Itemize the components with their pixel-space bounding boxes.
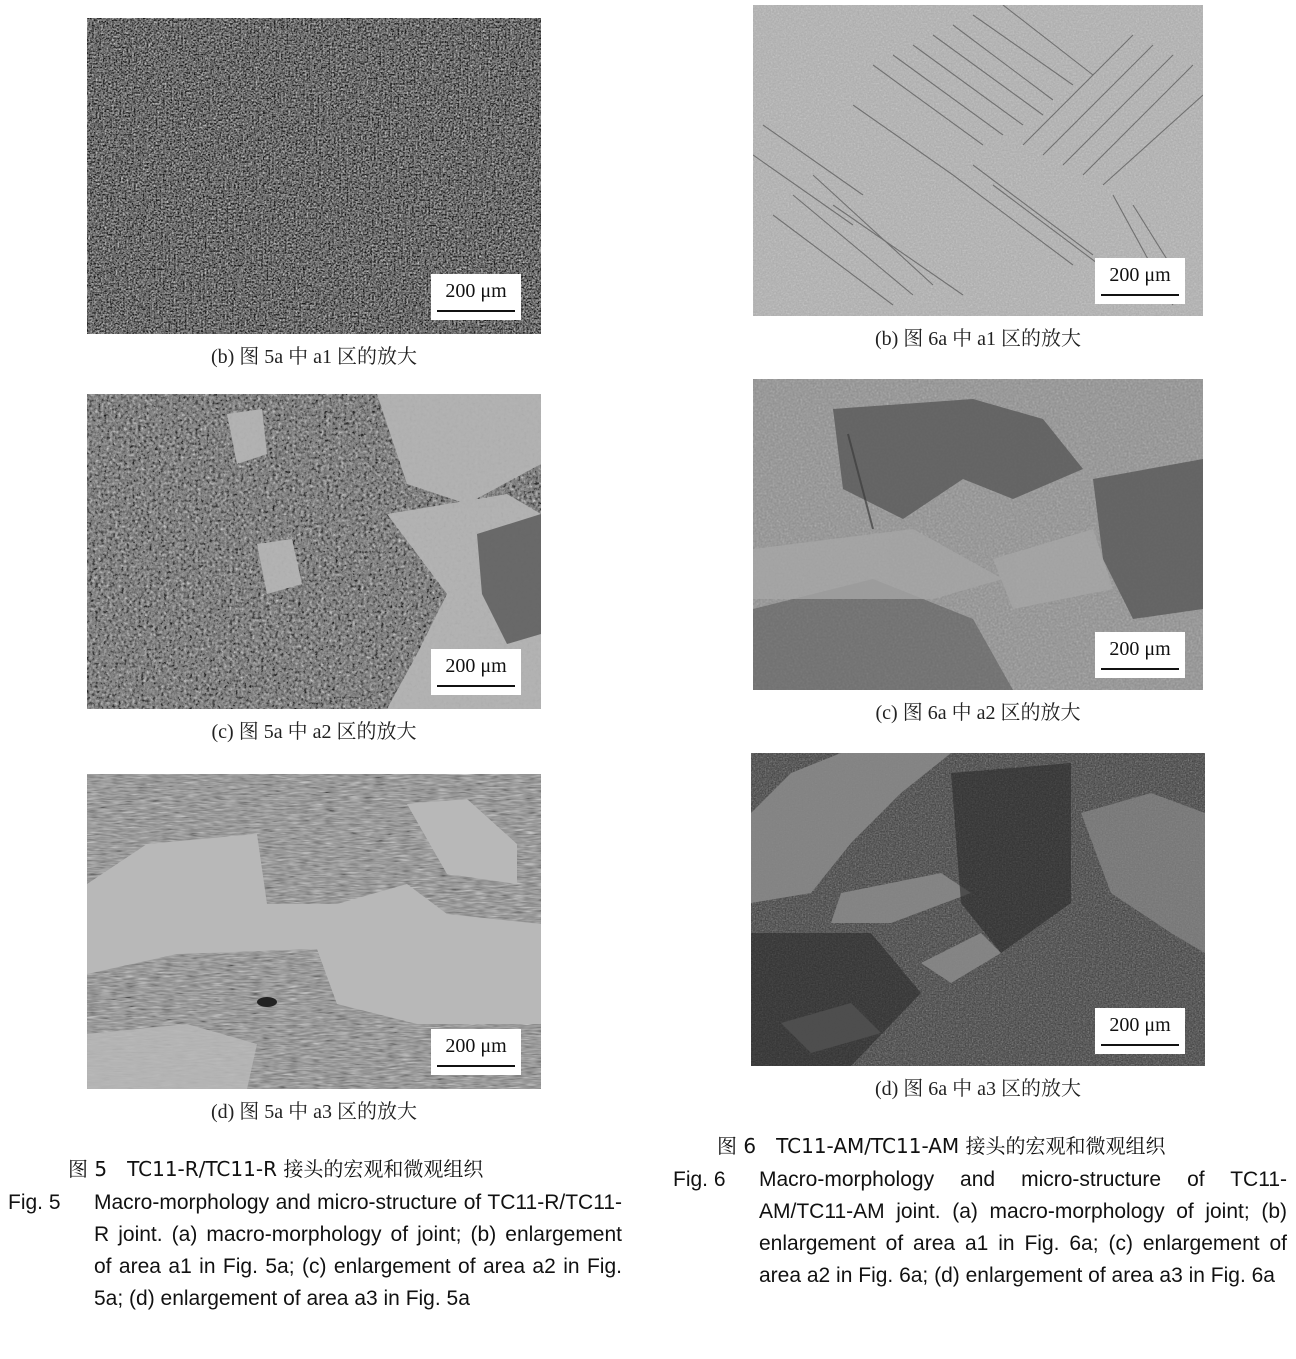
scale-bar bbox=[1095, 632, 1185, 678]
scale-bar-label: 200 μm bbox=[1109, 638, 1171, 660]
figure-title-6: 图 6 TC11-AM/TC11-AM 接头的宏观和微观组织 bbox=[717, 1134, 1166, 1158]
figure-caption-6 bbox=[673, 1164, 1287, 1334]
scale-bar bbox=[431, 649, 521, 695]
scale-bar-line bbox=[1101, 668, 1179, 670]
scale-bar bbox=[431, 1029, 521, 1075]
subfigure-caption-6c: (c) 图 6a 中 a2 区的放大 bbox=[875, 702, 1081, 724]
scale-bar bbox=[1095, 1008, 1185, 1054]
figure-caption-5 bbox=[8, 1187, 622, 1357]
micrograph-6d bbox=[751, 753, 1205, 1066]
scale-bar-line bbox=[1101, 294, 1179, 296]
scale-bar-line bbox=[1101, 1044, 1179, 1046]
scale-bar-label: 200 μm bbox=[445, 655, 507, 677]
figure-caption-text: Macro-morphology and micro-structure of TC11-AM/TC11-AM joint. (a) macro-morphology of joint; (b) enlargement of area a1 in Fig. 6a; (c) enlargement of area a2 in Fig. 6a; (d) enlargement of area a3 in Fig. 6a bbox=[759, 1168, 1287, 1287]
micrograph-5d bbox=[87, 774, 541, 1089]
figure-title-5: 图 5 TC11-R/TC11-R 接头的宏观和微观组织 bbox=[68, 1157, 484, 1181]
scale-bar-label: 200 μm bbox=[1109, 264, 1171, 286]
micrograph-6b bbox=[753, 5, 1203, 316]
scale-bar bbox=[1095, 258, 1185, 304]
scale-bar-line bbox=[437, 1065, 515, 1067]
subfigure-caption-5b: (b) 图 5a 中 a1 区的放大 bbox=[210, 346, 418, 368]
micrograph-5c bbox=[87, 394, 541, 709]
scale-bar bbox=[431, 274, 521, 320]
figure-label: Fig. 5 bbox=[8, 1191, 61, 1214]
figure-label: Fig. 6 bbox=[673, 1168, 726, 1191]
micrograph-5b bbox=[87, 18, 541, 334]
scale-bar-label: 200 μm bbox=[1109, 1014, 1171, 1036]
micrograph-6c bbox=[753, 379, 1203, 690]
subfigure-caption-5c: (c) 图 5a 中 a2 区的放大 bbox=[211, 721, 417, 743]
scale-bar-label: 200 μm bbox=[445, 1035, 507, 1057]
scale-bar-label: 200 μm bbox=[445, 280, 507, 302]
figure-caption-text: Macro-morphology and micro-structure of TC11-R/TC11-R joint. (a) macro-morphology of joint; (b) enlargement of area a1 in Fig. 5a; (c) enlargement of area a2 in Fig. 5a; (d) enlargement of area a3 in Fig. 5a bbox=[94, 1191, 622, 1310]
subfigure-caption-5d: (d) 图 5a 中 a3 区的放大 bbox=[210, 1101, 418, 1123]
subfigure-caption-6b: (b) 图 6a 中 a1 区的放大 bbox=[874, 328, 1082, 350]
scale-bar-line bbox=[437, 310, 515, 312]
scale-bar-line bbox=[437, 685, 515, 687]
subfigure-caption-6d: (d) 图 6a 中 a3 区的放大 bbox=[874, 1078, 1082, 1100]
